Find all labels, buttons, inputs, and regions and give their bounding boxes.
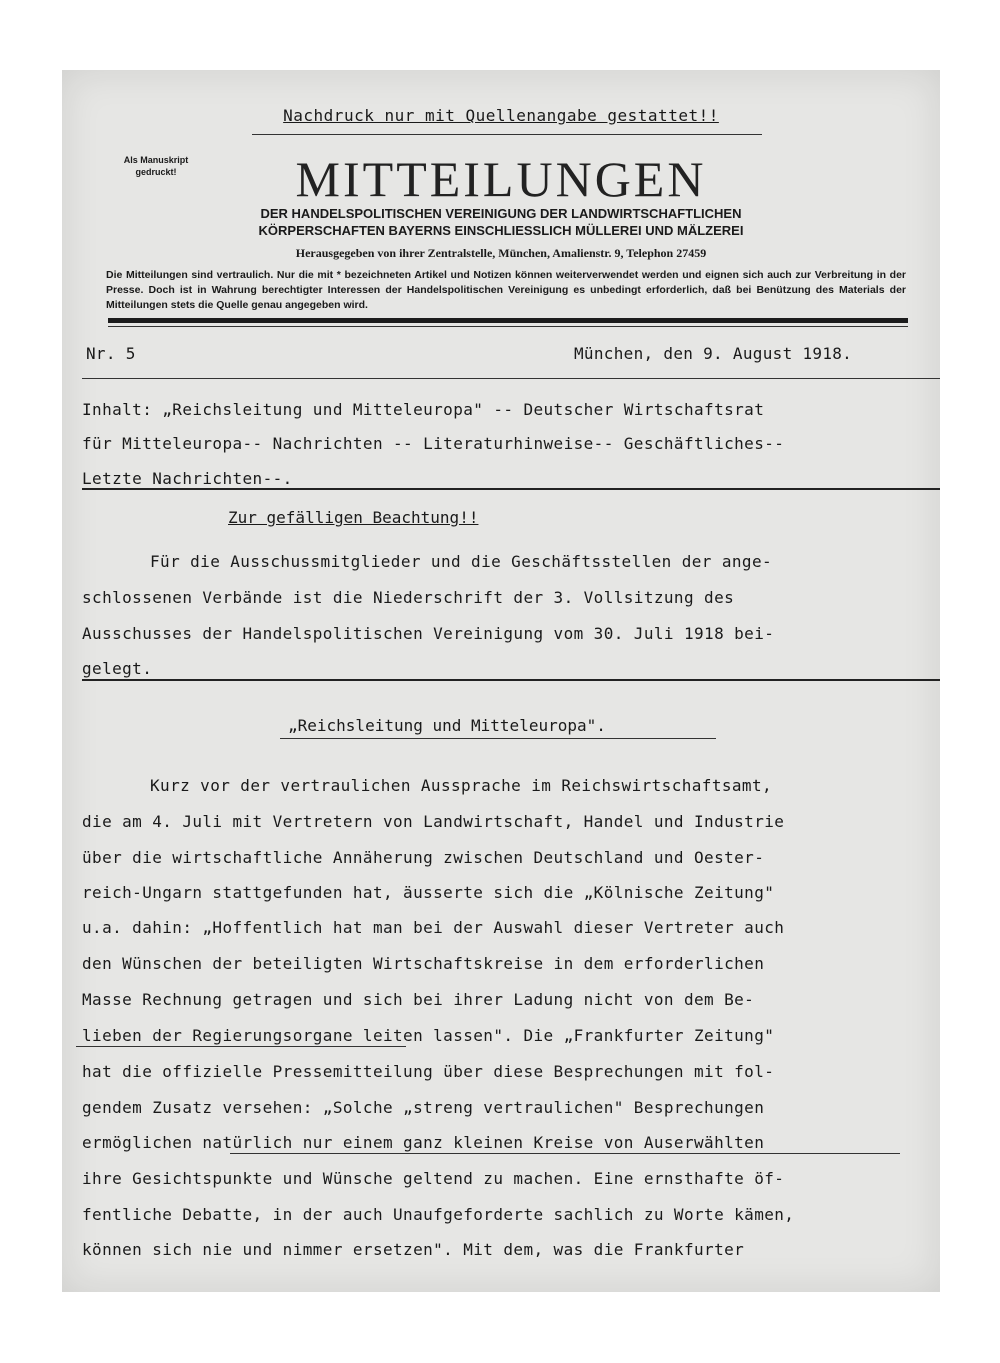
stamp-line-1: Als Manuskript — [123, 155, 189, 165]
article-line-5: u.a. dahin: „Hoffentlich hat man bei der Auswahl dieser Vertreter auch — [82, 918, 785, 937]
article-line-11: ermöglichen natürlich nur einem ganz kleinen Kreise von Auserwählten — [82, 1133, 765, 1152]
notice-rule — [82, 679, 940, 681]
contents-line-3: Letzte Nachrichten--. — [82, 469, 293, 488]
confidentiality-note: Die Mitteilungen sind vertraulich. Nur die mit * bezeichneten Artikel und Notizen können weiterverwendet werden und eignen sich auch zur Verbreitung in der Presse. Doch ist in Wahrung berechtigter Interessen der Handelspolitischen Vereinigung es unbedingt erforderlich, daß bei Benützung des Materials der Mitteilungen stets die Quelle genau angegeben wird. — [106, 269, 906, 311]
stamp-line-2: gedruckt! — [135, 167, 177, 177]
issue-rule — [82, 378, 940, 379]
notice-line-2: schlossenen Verbände ist die Niederschrift der 3. Vollsitzung des — [82, 588, 735, 607]
reprint-notice: Nachdruck nur mit Quellenangabe gestattet!! — [283, 106, 719, 125]
notice-underline — [252, 134, 762, 135]
masthead-rule-top — [108, 318, 908, 323]
article-line-7: Masse Rechnung getragen und sich bei ihrer Ladung nicht von dem Be- — [82, 990, 755, 1009]
notice-line-1: Für die Ausschussmitglieder und die Geschäftsstellen der ange- — [150, 552, 773, 571]
publisher-line: Herausgegeben von ihrer Zentralstelle, München, Amalienstr. 9, Telephon 27459 — [295, 246, 707, 260]
article-line-9: hat die offizielle Pressemitteilung über diese Besprechungen mit fol- — [82, 1062, 775, 1081]
issue-number: Nr. 5 — [86, 344, 136, 363]
article-line-13: fentliche Debatte, in der auch Unaufgeforderte sachlich zu Worte kämen, — [82, 1205, 795, 1224]
article-line-6: den Wünschen der beteiligten Wirtschaftskreise in dem erforderlichen — [82, 954, 765, 973]
article-line-12: ihre Gesichtspunkte und Wünsche geltend zu machen. Eine ernsthafte öf- — [82, 1169, 785, 1188]
article-heading: „Reichsleitung und Mitteleuropa". — [288, 716, 606, 735]
article-line-14: können sich nie und nimmer ersetzen". Mit dem, was die Frankfurter — [82, 1240, 745, 1259]
article-underline-2 — [230, 1153, 900, 1154]
article-underline-1 — [76, 1046, 406, 1047]
article-line-4: reich-Ungarn stattgefunden hat, äusserte sich die „Kölnische Zeitung" — [82, 883, 775, 902]
article-line-8: lieben der Regierungsorgane leiten lassen". Die „Frankfurter Zeitung" — [82, 1026, 775, 1045]
masthead-title: MITTEILUNGEN — [295, 151, 707, 207]
issue-place-date: München, den 9. August 1918. — [574, 344, 853, 363]
masthead-rule-bottom — [108, 326, 908, 327]
contents-rule — [82, 488, 940, 490]
document-page — [62, 70, 940, 1292]
article-line-1: Kurz vor der vertraulichen Aussprache im Reichswirtschaftsamt, — [150, 776, 773, 795]
masthead-subtitle-1: DER HANDELSPOLITISCHEN VEREINIGUNG DER LANDWIRTSCHAFTLICHEN — [260, 206, 742, 221]
notice-line-4: gelegt. — [82, 659, 153, 678]
contents-line-1: Inhalt: „Reichsleitung und Mitteleuropa" -- Deutscher Wirtschaftsrat — [82, 400, 765, 419]
notice-section-heading: Zur gefälligen Beachtung!! — [228, 508, 479, 527]
article-line-2: die am 4. Juli mit Vertretern von Landwirtschaft, Handel und Industrie — [82, 812, 785, 831]
contents-line-2: für Mitteleuropa-- Nachrichten -- Literaturhinweise-- Geschäftliches-- — [82, 434, 785, 453]
article-heading-underline — [280, 738, 716, 739]
article-line-3: über die wirtschaftliche Annäherung zwischen Deutschland und Oester- — [82, 848, 765, 867]
notice-line-3: Ausschusses der Handelspolitischen Vereinigung vom 30. Juli 1918 bei- — [82, 624, 775, 643]
masthead-subtitle-2: KÖRPERSCHAFTEN BAYERNS EINSCHLIESSLICH MÜLLEREI UND MÄLZEREI — [258, 223, 744, 238]
article-line-10: gendem Zusatz versehen: „Solche „streng vertraulichen" Besprechungen — [82, 1098, 765, 1117]
